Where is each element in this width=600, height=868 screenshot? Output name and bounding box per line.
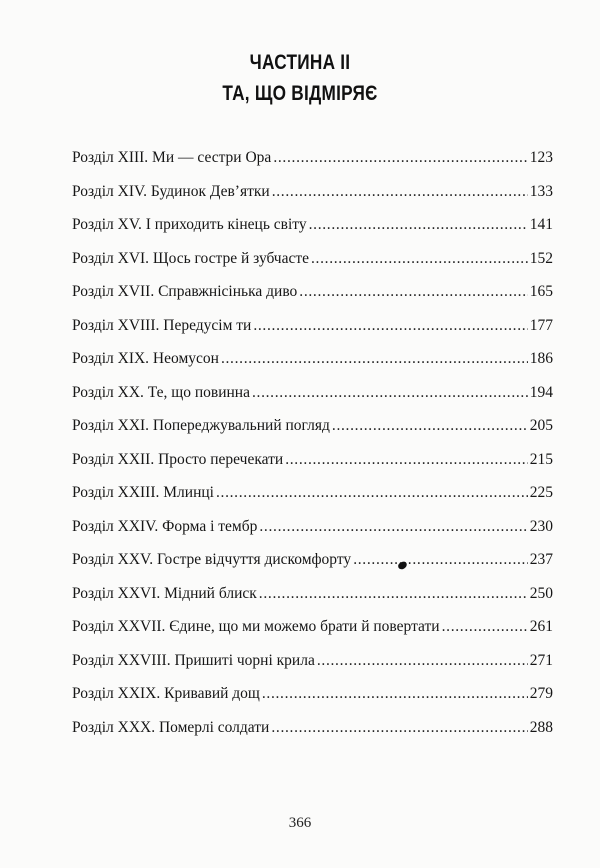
toc-entry[interactable]: [72, 479, 553, 513]
toc-entry-title: Розділ XX. Те, що повинна: [72, 383, 250, 401]
toc-entry[interactable]: [72, 211, 553, 245]
dot-leader: [353, 546, 528, 574]
toc-entry-title: Розділ XXII. Просто перечекати: [72, 450, 284, 468]
toc-entry-title: Розділ XXVI. Мідний блиск: [72, 584, 257, 602]
toc-entry-title: Розділ XVI. Щось гостре й зубчасте: [72, 249, 309, 267]
dot-leader: [216, 479, 528, 507]
toc-entry-page: 250: [529, 584, 553, 602]
toc-entry[interactable]: [72, 312, 553, 346]
toc-entry-page: 123: [529, 149, 553, 166]
toc-entry-title: Розділ XV. І приходить кінець світу: [72, 216, 307, 233]
dot-leader: [271, 714, 527, 742]
toc-entry-title: Розділ XXIV. Форма і тембр: [72, 517, 258, 535]
toc-entry-page: 261: [529, 618, 553, 635]
toc-entry-page: 215: [529, 450, 553, 468]
table-of-contents: [72, 144, 553, 747]
toc-entry-title: Розділ XXIX. Кривавий дощ: [72, 685, 260, 702]
toc-entry[interactable]: [72, 245, 553, 279]
page-number: 366: [288, 815, 312, 831]
dot-leader: [309, 211, 528, 239]
toc-entry-page: 205: [529, 417, 553, 434]
toc-entry[interactable]: [72, 680, 553, 714]
toc-entry-title: Розділ XXI. Попереджувальний погляд: [72, 417, 330, 434]
toc-entry-title: Розділ XIX. Неомусон: [72, 350, 219, 367]
toc-entry-page: 152: [529, 249, 553, 267]
toc-entry[interactable]: [72, 412, 553, 446]
dot-leader: [317, 647, 528, 675]
toc-entry-page: 230: [529, 517, 553, 535]
toc-entry-title: Розділ XVII. Справжнісінька диво: [72, 283, 298, 300]
toc-entry-page: 141: [529, 216, 553, 233]
dot-leader: [299, 278, 527, 306]
dot-leader: [253, 312, 527, 340]
toc-entry[interactable]: [72, 647, 553, 681]
toc-entry-page: 288: [529, 718, 553, 736]
toc-entry-page: 225: [529, 484, 553, 501]
dot-leader: [259, 513, 527, 541]
toc-entry-title: Розділ XIV. Будинок Дев’ятки: [72, 182, 270, 200]
dot-leader: [272, 178, 528, 206]
part-title: ЧАСТИНА II: [249, 51, 351, 74]
toc-entry-page: 177: [529, 316, 553, 334]
toc-entry[interactable]: [72, 345, 553, 379]
toc-entry[interactable]: [72, 714, 553, 748]
toc-entry-page: 194: [529, 383, 553, 401]
toc-entry-title: Розділ XVIII. Передусім ти: [72, 316, 252, 334]
toc-entry-page: 165: [529, 283, 553, 300]
toc-entry-page: 186: [529, 350, 553, 367]
toc-entry-title: Розділ XXV. Гостре відчуття дискомфорту: [72, 551, 352, 568]
dot-leader: [442, 613, 528, 641]
dot-leader: [285, 446, 528, 474]
toc-entry[interactable]: [72, 446, 553, 480]
dot-leader: [262, 680, 528, 708]
toc-entry[interactable]: [72, 546, 553, 580]
toc-entry-title: Розділ XXVIII. Пришиті чорні крила: [72, 651, 315, 669]
toc-entry-title: Розділ XXIII. Млинці: [72, 484, 214, 501]
toc-entry[interactable]: [72, 278, 553, 312]
part-subtitle: ТА, ЩО ВІДМІРЯЄ: [222, 82, 378, 105]
toc-entry-title: Розділ XXVII. Єдине, що ми можемо брати й повертати: [72, 618, 440, 635]
dot-leader: [311, 245, 528, 273]
toc-entry-page: 279: [529, 685, 553, 702]
toc-entry[interactable]: [72, 513, 553, 547]
dot-leader: [221, 345, 528, 373]
toc-entry-title: Розділ XXX. Померлі солдати: [72, 718, 270, 736]
toc-entry-title: Розділ XIII. Ми — сестри Ора: [72, 149, 272, 166]
toc-entry[interactable]: [72, 379, 553, 413]
toc-entry[interactable]: [72, 144, 553, 178]
toc-entry[interactable]: [72, 613, 553, 647]
dot-leader: [332, 412, 528, 440]
dot-leader: [252, 379, 528, 407]
toc-entry-page: 237: [529, 551, 553, 568]
toc-entry-page: 271: [529, 651, 553, 669]
dot-leader: [259, 580, 528, 608]
toc-entry[interactable]: [72, 580, 553, 614]
toc-entry[interactable]: [72, 178, 553, 212]
toc-entry-page: 133: [529, 182, 553, 200]
dot-leader: [273, 144, 527, 172]
